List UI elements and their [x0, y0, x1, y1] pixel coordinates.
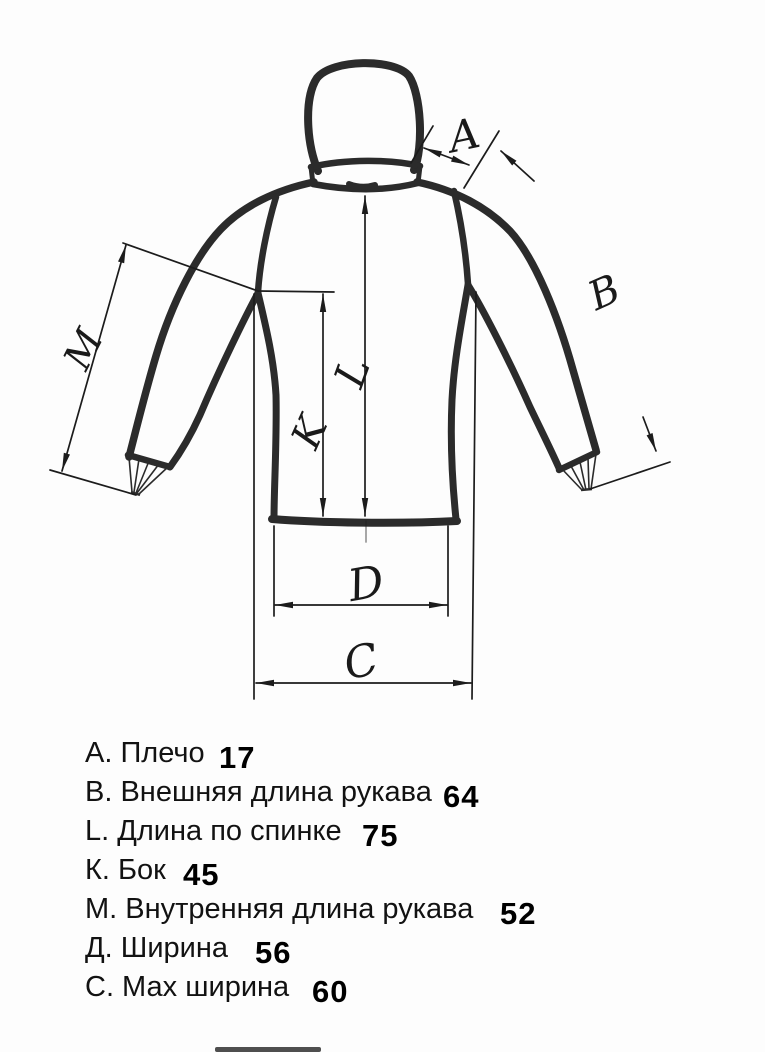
dim-b-cuff-tick	[590, 462, 670, 489]
measurement-row	[85, 851, 725, 890]
dim-label-c: C	[339, 633, 383, 691]
collar-top	[311, 161, 420, 167]
dim-label-k: K	[282, 409, 338, 456]
measurement-value: 52	[500, 896, 537, 931]
measurement-label: С. Мах ширина	[85, 971, 290, 1003]
measurement-label: В. Внешняя длина рукава	[85, 776, 432, 808]
measurement-label: L. Длина по спинке	[85, 815, 342, 847]
measurement-label: Д. Ширина	[85, 932, 229, 964]
right-sleeve-inner	[468, 285, 559, 468]
measurement-label: К. Бок	[85, 854, 166, 886]
measurement-value: 56	[255, 935, 292, 970]
dim-label-m: M	[54, 321, 112, 377]
jacket-outline	[128, 63, 597, 523]
dim-label-b: B	[581, 265, 628, 320]
dim-label-a: A	[444, 108, 484, 163]
dim-c-ext-right	[472, 292, 476, 699]
body-left-side	[258, 293, 276, 519]
measurement-value: 17	[219, 740, 256, 775]
measurement-value: 64	[443, 779, 480, 814]
right-cuff-bar	[559, 452, 597, 470]
measurement-label: А. Плечо	[85, 737, 205, 769]
dim-label-d: D	[344, 555, 388, 613]
left-raglan-seam	[258, 197, 276, 292]
measurement-row	[85, 734, 725, 773]
right-raglan-seam	[454, 191, 468, 284]
right-sleeve-outer	[417, 182, 596, 450]
body-right-side	[451, 285, 468, 519]
bottom-edge-artifact	[215, 1047, 321, 1052]
measurement-value: 45	[183, 857, 220, 892]
measurement-row	[85, 773, 725, 812]
left-sleeve-outer	[129, 182, 314, 457]
dim-k-ext-top	[258, 291, 334, 292]
measurement-list	[85, 734, 725, 1007]
dim-m-ext-bottom	[50, 470, 136, 495]
dim-label-l: L	[324, 350, 380, 394]
measurement-row	[85, 968, 725, 1007]
measurement-label: М. Внутренняя длина рукава	[85, 893, 474, 925]
dim-b-arrow-bottom	[643, 417, 656, 451]
hem	[272, 519, 457, 523]
left-sleeve-inner	[170, 293, 258, 467]
measurement-row	[85, 812, 725, 851]
measurement-row	[85, 929, 725, 968]
hood	[308, 63, 420, 171]
collar-seam	[349, 184, 375, 187]
measurement-row	[85, 890, 725, 929]
dim-m-ext-top	[123, 243, 258, 291]
measurement-value: 60	[312, 974, 349, 1009]
dim-b-arrow-top	[501, 151, 534, 181]
measurement-value: 75	[362, 818, 399, 853]
